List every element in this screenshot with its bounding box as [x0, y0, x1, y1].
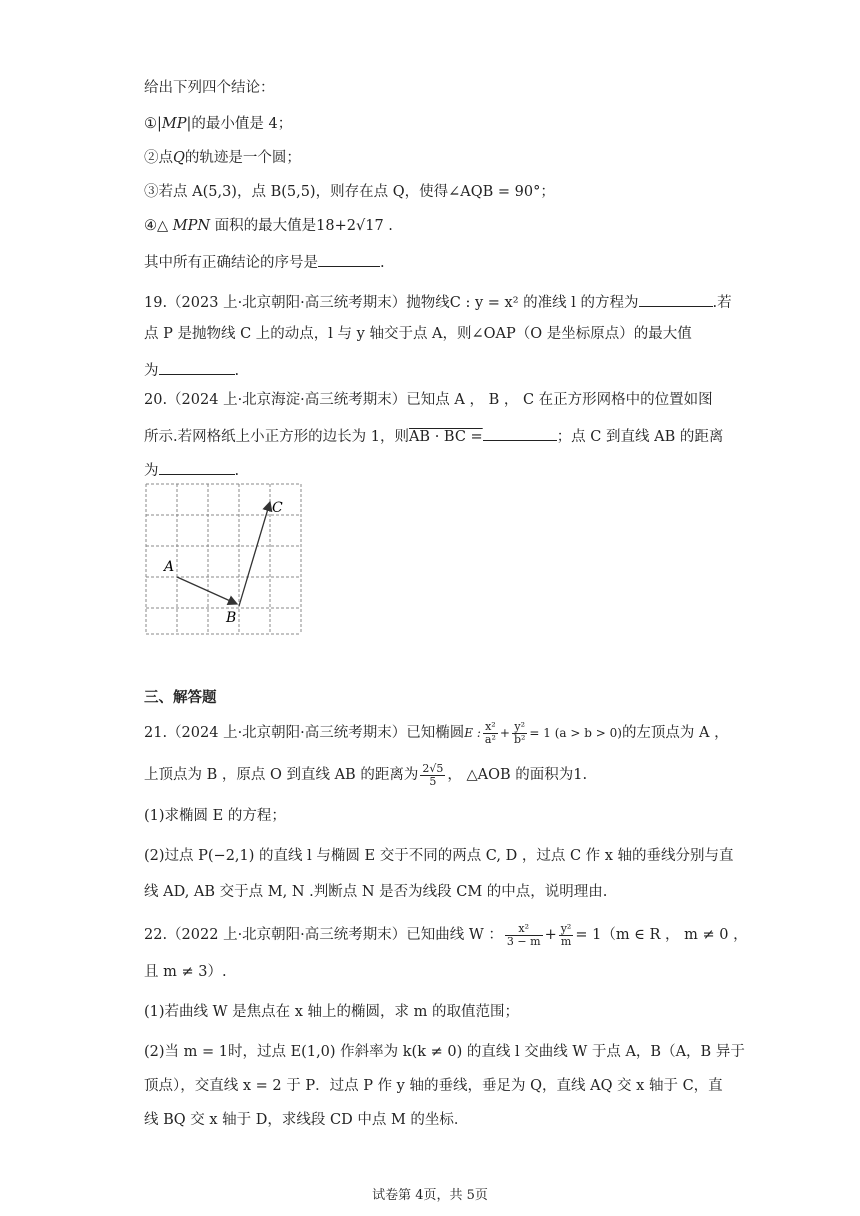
point-b-label: B [226, 610, 237, 626]
answer-blank[interactable] [483, 424, 557, 441]
q20-line-3: 为 . [144, 458, 239, 481]
conclusion-3: ③若点 A(5,3)，点 B(5,5)，则存在点 Q，使得∠AQB = 90°； [144, 184, 555, 200]
fraction-y2-m: $\frac{\text{y²}}{m}$ [560, 921, 572, 948]
conclusions-intro: 给出下列四个结论： [144, 80, 275, 96]
fraction-x2-a2: $\frac{\text{x²}}{\text{a²}}$ [484, 719, 496, 746]
q22-part-1: (1)若曲线 W 是焦点在 x 轴上的椭圆，求 m 的取值范围； [144, 1004, 520, 1020]
q20-line-2: 所示.若网格纸上小正方形的边长为 1，则AB · BC = ；点 C 到直线 AB 的距离 [144, 424, 723, 447]
answer-blank[interactable] [318, 250, 380, 267]
q18-answer-line: 其中所有正确结论的序号是 . [144, 250, 385, 273]
point-c-label: C [272, 500, 283, 516]
q21-part-2-line-2: 线 AD, AB 交于点 M, N .判断点 N 是否为线段 CM 的中点，说明理由. [144, 884, 608, 900]
answer-blank[interactable] [639, 290, 713, 307]
q19-line-1: 19.（2023 上·北京朝阳·高三统考期末）抛物线C : y = x² 的准线 l 的方程为 .若 [144, 290, 732, 313]
section-heading: 三、解答题 [144, 690, 217, 706]
q22-part-2-line-2: 顶点），交直线 x = 2 于 P．过点 P 作 y 轴的垂线，垂足为 Q，直线 AQ 交 x 轴于 C，直 [144, 1078, 723, 1094]
q21-part-2-line-1: (2)过点 P(−2,1) 的直线 l 与椭圆 E 交于不同的两点 C, D ，过点 C 作 x 轴的垂线分别与直 [144, 848, 734, 864]
fraction-y2-b2: $\frac{\text{y²}}{\text{b²}}$ [513, 719, 526, 746]
answer-blank[interactable] [159, 358, 235, 375]
q22-part-2-line-1: (2)当 m = 1时，过点 E(1,0) 作斜率为 k(k ≠ 0) 的直线 l 交曲线 W 于点 A，B（A，B 异于 [144, 1044, 745, 1060]
fraction-x2-3-m: $\frac{\text{x²}}{3 - m}$ [506, 921, 541, 948]
answer-blank[interactable] [159, 458, 235, 475]
conclusion-4: ④△ MPN 面积的最大值是18+2√17 . [144, 218, 393, 234]
conclusion-1: ①|MP|的最小值是 4； [144, 116, 293, 132]
q21-line-2: 上顶点为 B ，原点 O 到直线 AB 的距离为 $\frac{2√5}{5}$ ， △AOB 的面积为1. [144, 761, 588, 788]
fraction-2root5-5: $\frac{2√5}{5}$ [422, 761, 444, 788]
point-a-label: A [164, 559, 175, 575]
q19-line-3: 为 . [144, 358, 239, 381]
grid-figure [144, 482, 304, 638]
q22-line-2: 且 m ≠ 3）. [144, 964, 227, 980]
q22-line-1: 22.（2022 上·北京朝阳·高三统考期末）已知曲线 W ： $\frac{\text{x²}}{3 - m}$ + $\frac{\text{y²}}{m}$ = 1（m ∈ R ， m ≠ 0 ， [144, 921, 748, 948]
vector-ab [177, 577, 237, 604]
q20-line-1: 20.（2024 上·北京海淀·高三统考期末）已知点 A ， B ， C 在正方形网格中的位置如图 [144, 392, 713, 408]
q21-part-1: (1)求椭圆 E 的方程； [144, 808, 286, 824]
q22-part-2-line-3: 线 BQ 交 x 轴于 D，求线段 CD 中点 M 的坐标． [144, 1112, 469, 1128]
vector-bc [239, 502, 270, 606]
conclusion-2: ②点Q的轨迹是一个圆； [144, 150, 301, 166]
q19-line-2: 点 P 是抛物线 C 上的动点，l 与 y 轴交于点 A，则∠OAP（O 是坐标原点）的最大值 [144, 326, 692, 342]
q21-line-1: 21.（2024 上·北京朝阳·高三统考期末）已知椭圆E : $\frac{\text{x²}}{\text{a²}}$ + $\frac{\text{y²}}{\text{b²}}$ = 1 (a > b > 0)的左顶点为 A ， [144, 719, 729, 746]
page-footer: 试卷第 4页，共 5页 [372, 1188, 488, 1203]
